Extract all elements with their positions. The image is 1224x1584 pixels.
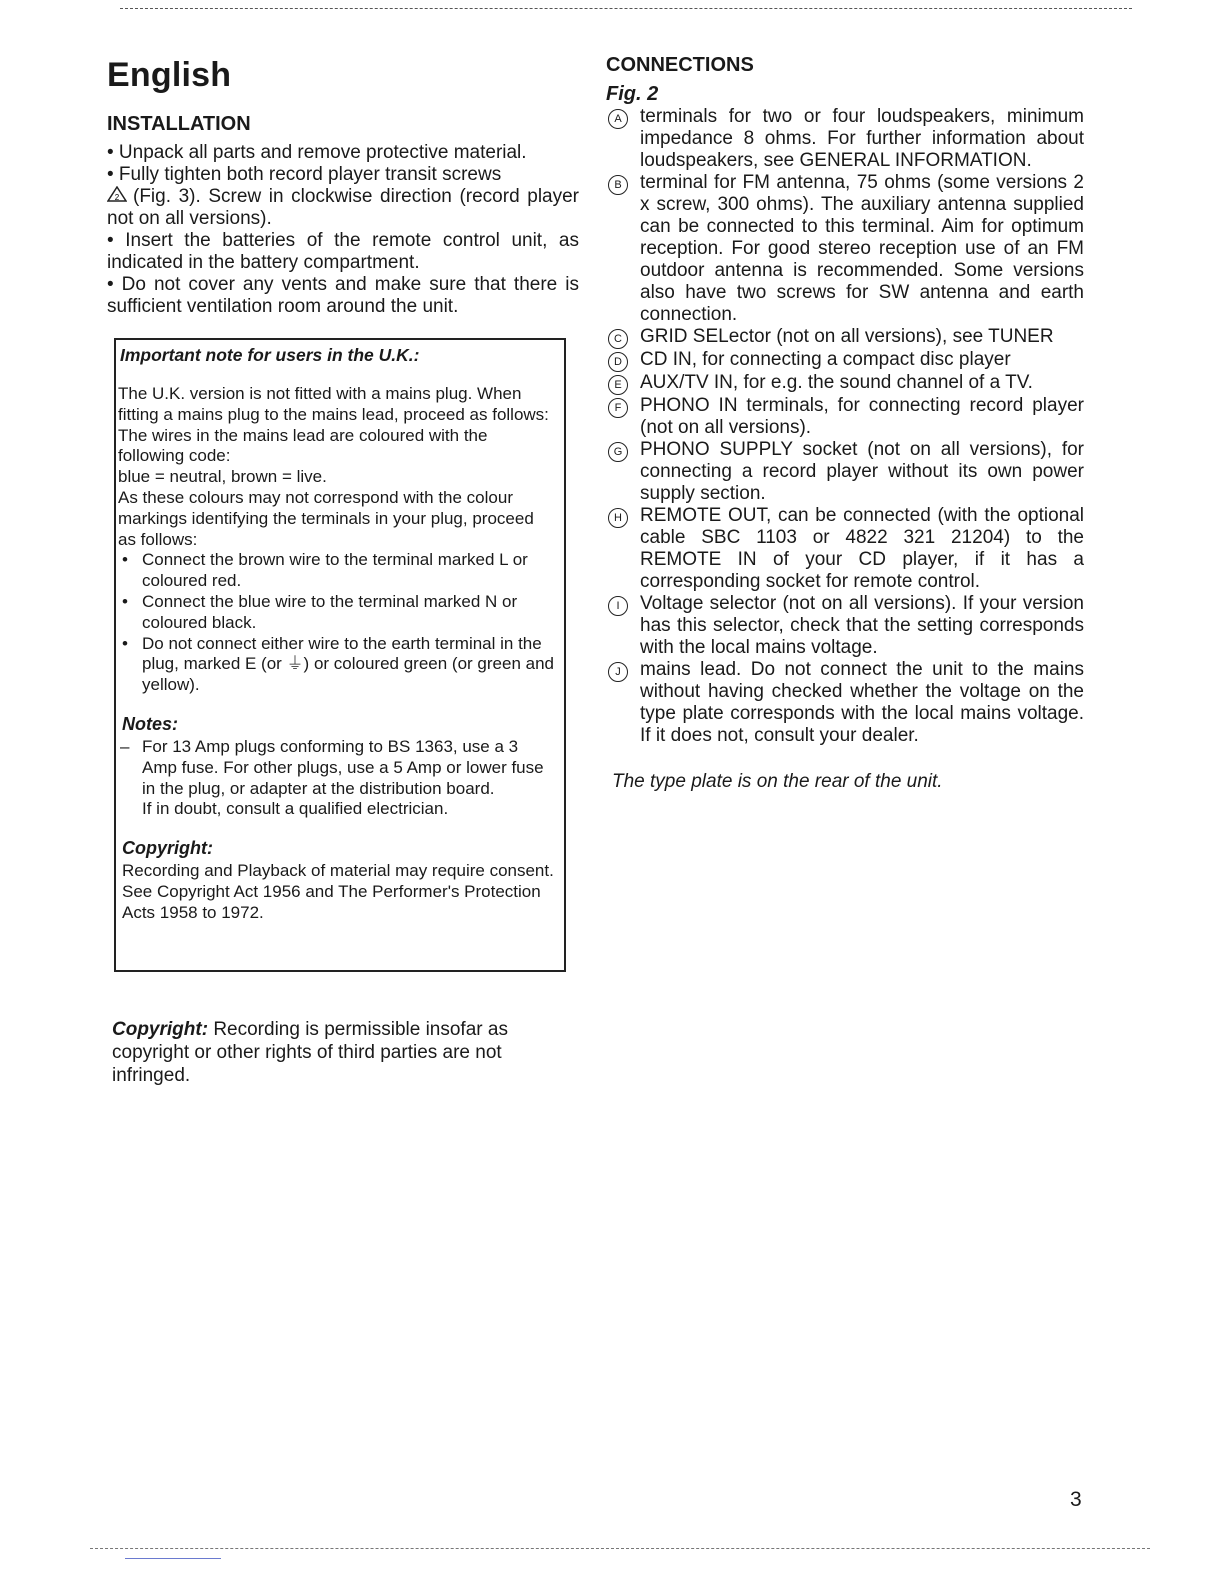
connection-text: PHONO IN terminals, for connecting record player (not on all versions). <box>640 395 1084 438</box>
circled-letter-icon: B <box>608 175 628 195</box>
connection-item <box>606 659 1084 747</box>
uk-note-box <box>114 338 566 972</box>
connections-list <box>606 106 1084 747</box>
circled-letter-icon: E <box>608 375 628 395</box>
copyright-box-text: Recording and Playback of material may require consent. See Copyright Act 1956 and The Performer's Protection Acts 1958 to 1972. <box>122 861 554 922</box>
type-plate-note: The type plate is on the rear of the unit. <box>612 771 943 792</box>
connection-text: PHONO SUPPLY socket (not on all versions), for connecting a record player without its own power supply section. <box>640 439 1084 504</box>
uk-note-colours: As these colours may not correspond with the colour markings identifying the terminals in your plug, proceed as follows: <box>118 487 534 549</box>
connection-text: terminal for FM antenna, 75 ohms (some versions 2 x screw, 300 ohms). The auxiliary antenna supplied can be connected to this terminal. Aim for optimum reception. For good stereo reception use of an FM outdoor antenna is recommended. Some versions also have two screws for SW antenna and earth connection. <box>640 172 1084 325</box>
copyright-footer-label: Copyright: <box>112 1019 209 1040</box>
warning-triangle-icon <box>107 186 127 208</box>
left-column <box>107 54 579 318</box>
circled-letter-icon: J <box>608 662 628 682</box>
uk-note-wires: The wires in the mains lead are coloured with the following code: <box>118 425 488 466</box>
notes-list <box>118 737 564 799</box>
installation-item: • Insert the batteries of the remote control unit, as indicated in the battery compartment. <box>107 230 579 273</box>
connection-item <box>606 172 1084 326</box>
connection-item <box>606 395 1084 439</box>
uk-note-intro: The U.K. version is not fitted with a mains plug. When fitting a mains plug to the mains lead, proceed as follows: <box>118 384 549 424</box>
uk-note-bullet: • Connect the blue wire to the terminal marked N or coloured black. <box>118 592 564 634</box>
page-number: 3 <box>1070 1488 1082 1511</box>
uk-note-code: blue = neutral, brown = live. <box>118 467 327 487</box>
connection-item <box>606 349 1084 372</box>
circled-letter-icon: D <box>608 352 628 372</box>
connection-item <box>606 326 1084 349</box>
copyright-footer-text: Recording is permissible insofar as copyright or other rights of third parties are not infringed. <box>112 1019 508 1086</box>
circled-letter-icon: C <box>608 329 628 349</box>
installation-item: • Do not cover any vents and make sure that there is sufficient ventilation room around the unit. <box>107 274 579 317</box>
connection-item <box>606 593 1084 659</box>
installation-item-cont: (Fig. 3). Screw in clockwise direction (record player not on all versions). <box>107 186 579 229</box>
right-column <box>606 54 1084 793</box>
circled-letter-icon: I <box>608 596 628 616</box>
connection-item <box>606 106 1084 172</box>
top-scan-rule <box>120 8 1132 9</box>
connection-text: terminals for two or four loudspeakers, minimum impedance 8 ohms. For further information about loudspeakers, see GENERAL INFORMATION. <box>640 106 1084 171</box>
connection-text: REMOTE OUT, can be connected (with the optional cable SBC 1103 or 4822 321 21204) to the REMOTE IN of your CD player, if it has a corresponding socket for remote control. <box>640 505 1084 592</box>
circled-letter-icon: A <box>608 109 628 129</box>
circled-letter-icon: F <box>608 398 628 418</box>
notes-item: – For 13 Amp plugs conforming to BS 1363, use a 3 Amp fuse. For other plugs, use a 5 Amp or lower fuse in the plug, or adapter at the distribution board. <box>118 737 564 799</box>
connection-text: GRID SELector (not on all versions), see TUNER <box>640 326 1054 347</box>
bottom-scan-mark <box>125 1558 221 1559</box>
uk-note-bullet: • Connect the brown wire to the terminal marked L or coloured red. <box>118 550 564 592</box>
figure-reference: Fig. 2 <box>606 83 659 105</box>
connection-text: mains lead. Do not connect the unit to the mains without having checked whether the voltage on the type plate corresponds with the local mains voltage. If it does not, consult your dealer. <box>640 659 1084 746</box>
installation-item: • Fully tighten both record player transit screws <box>107 164 502 185</box>
connection-item <box>606 372 1084 395</box>
connection-item <box>606 505 1084 593</box>
copyright-box-heading: Copyright: <box>122 838 213 859</box>
uk-note-bullets <box>118 550 564 696</box>
connection-text: CD IN, for connecting a compact disc player <box>640 349 1011 370</box>
copyright-footer <box>112 1018 574 1087</box>
connection-item <box>606 439 1084 505</box>
circled-letter-icon: G <box>608 442 628 462</box>
notes-heading: Notes: <box>122 713 179 734</box>
connection-text: AUX/TV IN, for e.g. the sound channel of a TV. <box>640 372 1033 393</box>
installation-heading: INSTALLATION <box>107 113 251 135</box>
connection-text: Voltage selector (not on all versions). If your version has this selector, check that the setting corresponds with the local mains voltage. <box>640 593 1084 658</box>
circled-letter-icon: H <box>608 508 628 528</box>
bottom-scan-rule <box>90 1548 1150 1549</box>
installation-item: • Unpack all parts and remove protective material. <box>107 142 527 163</box>
installation-item <box>107 186 579 230</box>
uk-note-bullet: • Do not connect either wire to the earth terminal in the plug, marked E (or ⏚) or coloured green (or green and yellow). <box>118 634 564 696</box>
notes-doubt: If in doubt, consult a qualified electrician. <box>142 799 449 819</box>
uk-note-heading: Important note for users in the U.K.: <box>120 345 420 365</box>
svg-text:2: 2 <box>114 193 120 202</box>
language-heading: English <box>107 56 232 94</box>
connections-heading: CONNECTIONS <box>606 54 754 76</box>
